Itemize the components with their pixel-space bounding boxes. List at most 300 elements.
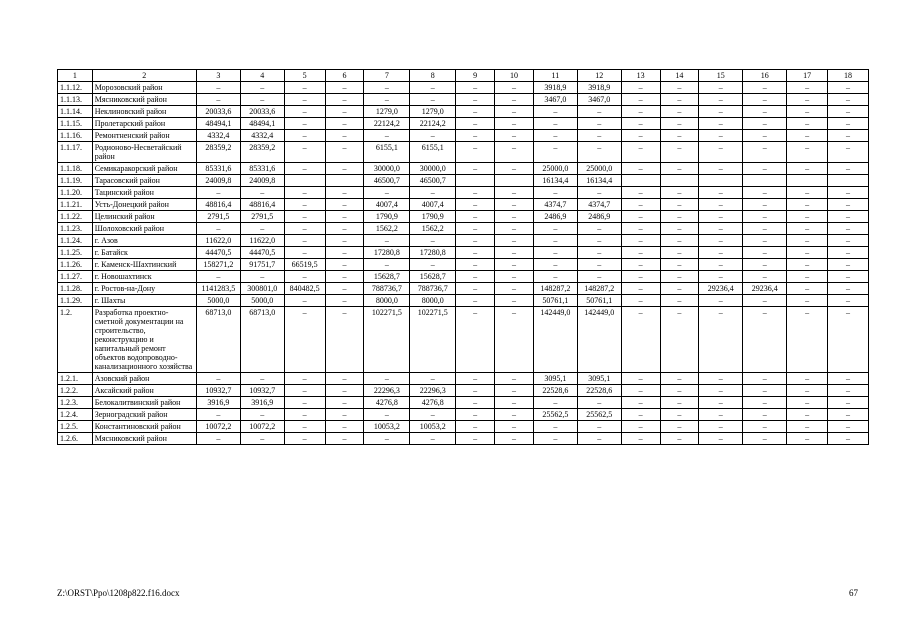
value-cell xyxy=(660,175,699,187)
table-row xyxy=(58,163,869,175)
value-cell: – xyxy=(787,199,828,211)
value-cell: – xyxy=(533,433,577,445)
value-cell: 10072,2 xyxy=(196,421,240,433)
value-cell: – xyxy=(495,409,534,421)
value-cell: – xyxy=(456,421,495,433)
value-cell: – xyxy=(240,373,284,385)
value-cell: 48494,1 xyxy=(240,118,284,130)
value-cell: 50761,1 xyxy=(533,295,577,307)
value-cell: – xyxy=(533,130,577,142)
row-name-cell: Мясниковский район xyxy=(92,433,196,445)
value-cell: 788736,7 xyxy=(410,283,456,295)
row-code-cell: 1.1.12. xyxy=(58,82,93,94)
value-cell: – xyxy=(699,307,743,373)
value-cell: – xyxy=(787,106,828,118)
value-cell: – xyxy=(743,142,787,163)
value-cell: – xyxy=(743,259,787,271)
value-cell: – xyxy=(456,409,495,421)
value-cell: – xyxy=(495,94,534,106)
value-cell: – xyxy=(410,187,456,199)
value-cell: – xyxy=(284,247,325,259)
value-cell xyxy=(495,175,534,187)
value-cell: – xyxy=(787,385,828,397)
table-row xyxy=(58,106,869,118)
value-cell: – xyxy=(699,409,743,421)
value-cell: – xyxy=(364,187,410,199)
value-cell: – xyxy=(787,283,828,295)
row-name-cell: Аксайский район xyxy=(92,385,196,397)
row-code-cell: 1.1.20. xyxy=(58,187,93,199)
value-cell: – xyxy=(577,106,621,118)
row-name-cell: Зерноградский район xyxy=(92,409,196,421)
value-cell: – xyxy=(660,271,699,283)
value-cell: – xyxy=(827,223,868,235)
value-cell: – xyxy=(660,82,699,94)
value-cell: – xyxy=(325,373,364,385)
value-cell: 3095,1 xyxy=(533,373,577,385)
value-cell: – xyxy=(495,106,534,118)
value-cell: – xyxy=(456,187,495,199)
value-cell: – xyxy=(660,235,699,247)
row-name-cell: Разработка проектно-сметной документации на строительство, реконструкцию и капитальный ремонт объектов водопроводно-канализационного хозяйства xyxy=(92,307,196,373)
value-cell: – xyxy=(284,373,325,385)
value-cell: – xyxy=(495,295,534,307)
value-cell: 17280,8 xyxy=(410,247,456,259)
value-cell: – xyxy=(495,259,534,271)
row-name-cell: г. Азов xyxy=(92,235,196,247)
value-cell: 142449,0 xyxy=(577,307,621,373)
value-cell: – xyxy=(787,163,828,175)
value-cell: 5000,0 xyxy=(196,295,240,307)
value-cell: 3467,0 xyxy=(533,94,577,106)
value-cell: – xyxy=(787,211,828,223)
value-cell: – xyxy=(456,373,495,385)
value-cell: – xyxy=(196,94,240,106)
value-cell: – xyxy=(621,307,660,373)
table-row xyxy=(58,223,869,235)
value-cell: 46500,7 xyxy=(364,175,410,187)
value-cell: – xyxy=(456,283,495,295)
value-cell: – xyxy=(827,118,868,130)
value-cell: 22124,2 xyxy=(410,118,456,130)
value-cell: – xyxy=(325,187,364,199)
table-row xyxy=(58,433,869,445)
value-cell: 22528,6 xyxy=(533,385,577,397)
value-cell: – xyxy=(699,385,743,397)
value-cell: – xyxy=(325,82,364,94)
value-cell: 3916,9 xyxy=(196,397,240,409)
value-cell: – xyxy=(787,421,828,433)
row-code-cell: 1.1.22. xyxy=(58,211,93,223)
value-cell: – xyxy=(660,397,699,409)
value-cell: – xyxy=(364,259,410,271)
value-cell: – xyxy=(284,397,325,409)
value-cell: 10053,2 xyxy=(410,421,456,433)
value-cell: 1562,2 xyxy=(410,223,456,235)
value-cell: – xyxy=(577,223,621,235)
value-cell: – xyxy=(495,118,534,130)
value-cell: – xyxy=(621,421,660,433)
value-cell: 2486,9 xyxy=(577,211,621,223)
value-cell: – xyxy=(699,373,743,385)
value-cell: – xyxy=(621,94,660,106)
value-cell: 50761,1 xyxy=(577,295,621,307)
table-header-row xyxy=(58,70,869,82)
value-cell: – xyxy=(495,211,534,223)
value-cell: – xyxy=(827,211,868,223)
header-cell: 18 xyxy=(827,70,868,82)
value-cell: – xyxy=(660,409,699,421)
value-cell: 1790,9 xyxy=(364,211,410,223)
value-cell: – xyxy=(699,118,743,130)
value-cell: – xyxy=(364,373,410,385)
header-cell: 12 xyxy=(577,70,621,82)
value-cell: – xyxy=(787,94,828,106)
row-name-cell: Мясниковский район xyxy=(92,94,196,106)
value-cell: – xyxy=(787,271,828,283)
value-cell: – xyxy=(196,187,240,199)
value-cell: – xyxy=(827,409,868,421)
value-cell: – xyxy=(456,199,495,211)
value-cell: – xyxy=(410,82,456,94)
value-cell: 30000,0 xyxy=(364,163,410,175)
value-cell: – xyxy=(364,433,410,445)
value-cell: – xyxy=(533,142,577,163)
header-cell: 8 xyxy=(410,70,456,82)
value-cell: – xyxy=(660,199,699,211)
value-cell: – xyxy=(456,307,495,373)
value-cell: – xyxy=(699,187,743,199)
value-cell: – xyxy=(495,223,534,235)
value-cell: – xyxy=(827,283,868,295)
value-cell: 46500,7 xyxy=(410,175,456,187)
value-cell: – xyxy=(621,433,660,445)
value-cell: – xyxy=(240,187,284,199)
value-cell: – xyxy=(325,409,364,421)
value-cell: – xyxy=(787,130,828,142)
value-cell: 10053,2 xyxy=(364,421,410,433)
row-code-cell: 1.1.27. xyxy=(58,271,93,283)
table-row xyxy=(58,118,869,130)
value-cell: – xyxy=(364,409,410,421)
value-cell: – xyxy=(743,271,787,283)
row-code-cell: 1.1.14. xyxy=(58,106,93,118)
value-cell: – xyxy=(533,271,577,283)
value-cell: – xyxy=(787,295,828,307)
value-cell: 3918,9 xyxy=(533,82,577,94)
value-cell: – xyxy=(325,421,364,433)
value-cell: – xyxy=(456,247,495,259)
value-cell: – xyxy=(325,94,364,106)
value-cell: – xyxy=(284,271,325,283)
value-cell: – xyxy=(325,259,364,271)
value-cell: – xyxy=(660,295,699,307)
row-code-cell: 1.1.19. xyxy=(58,175,93,187)
header-cell: 17 xyxy=(787,70,828,82)
value-cell: – xyxy=(325,247,364,259)
value-cell: – xyxy=(621,295,660,307)
row-name-cell: г. Новошахтинск xyxy=(92,271,196,283)
value-cell: 20033,6 xyxy=(196,106,240,118)
table-row xyxy=(58,175,869,187)
value-cell: – xyxy=(495,307,534,373)
value-cell: – xyxy=(533,106,577,118)
value-cell: 48494,1 xyxy=(196,118,240,130)
value-cell: 68713,0 xyxy=(196,307,240,373)
value-cell: 48816,4 xyxy=(240,199,284,211)
value-cell: – xyxy=(699,199,743,211)
table-row xyxy=(58,130,869,142)
value-cell: – xyxy=(787,397,828,409)
value-cell: – xyxy=(495,199,534,211)
value-cell: – xyxy=(699,106,743,118)
value-cell: – xyxy=(196,223,240,235)
value-cell: – xyxy=(660,385,699,397)
value-cell: – xyxy=(533,259,577,271)
value-cell: – xyxy=(577,130,621,142)
row-name-cell: Целинский район xyxy=(92,211,196,223)
value-cell: – xyxy=(456,142,495,163)
value-cell: – xyxy=(743,94,787,106)
value-cell: – xyxy=(533,247,577,259)
value-cell: – xyxy=(196,271,240,283)
value-cell: 44470,5 xyxy=(196,247,240,259)
value-cell: – xyxy=(787,82,828,94)
header-cell: 7 xyxy=(364,70,410,82)
header-cell: 15 xyxy=(699,70,743,82)
value-cell: – xyxy=(743,211,787,223)
value-cell: – xyxy=(827,259,868,271)
value-cell: – xyxy=(743,433,787,445)
value-cell: – xyxy=(621,397,660,409)
value-cell: – xyxy=(325,130,364,142)
value-cell: 16134,4 xyxy=(577,175,621,187)
table-row xyxy=(58,409,869,421)
value-cell: – xyxy=(495,283,534,295)
value-cell: – xyxy=(495,247,534,259)
value-cell: – xyxy=(325,211,364,223)
value-cell: 20033,6 xyxy=(240,106,284,118)
value-cell: – xyxy=(495,130,534,142)
value-cell: – xyxy=(533,223,577,235)
value-cell: – xyxy=(621,118,660,130)
table-row xyxy=(58,307,869,373)
value-cell: 2486,9 xyxy=(533,211,577,223)
value-cell: – xyxy=(410,433,456,445)
value-cell: – xyxy=(577,187,621,199)
value-cell: – xyxy=(410,373,456,385)
value-cell: 91751,7 xyxy=(240,259,284,271)
value-cell: – xyxy=(787,118,828,130)
value-cell: 25000,0 xyxy=(577,163,621,175)
value-cell: 102271,5 xyxy=(364,307,410,373)
row-name-cell: Пролетарский район xyxy=(92,118,196,130)
value-cell: – xyxy=(456,223,495,235)
value-cell: – xyxy=(196,82,240,94)
value-cell: – xyxy=(456,163,495,175)
value-cell: – xyxy=(577,421,621,433)
value-cell: – xyxy=(364,82,410,94)
value-cell: – xyxy=(240,223,284,235)
header-cell: 11 xyxy=(533,70,577,82)
row-code-cell: 1.2.3. xyxy=(58,397,93,409)
value-cell: – xyxy=(699,130,743,142)
row-code-cell: 1.1.29. xyxy=(58,295,93,307)
value-cell: – xyxy=(577,118,621,130)
value-cell: 148287,2 xyxy=(577,283,621,295)
value-cell: – xyxy=(284,130,325,142)
value-cell: – xyxy=(495,271,534,283)
row-name-cell: Тацинский район xyxy=(92,187,196,199)
value-cell: – xyxy=(577,397,621,409)
budget-table xyxy=(57,69,869,445)
value-cell: – xyxy=(495,163,534,175)
value-cell: – xyxy=(533,187,577,199)
value-cell: – xyxy=(495,82,534,94)
row-name-cell: Неклиновский район xyxy=(92,106,196,118)
value-cell: – xyxy=(699,94,743,106)
value-cell: – xyxy=(325,118,364,130)
value-cell: – xyxy=(827,295,868,307)
value-cell: – xyxy=(456,295,495,307)
value-cell: – xyxy=(456,211,495,223)
value-cell: – xyxy=(787,142,828,163)
value-cell: – xyxy=(621,373,660,385)
value-cell: – xyxy=(284,295,325,307)
value-cell: 30000,0 xyxy=(410,163,456,175)
value-cell: – xyxy=(364,94,410,106)
row-name-cell: г. Ростов-на-Дону xyxy=(92,283,196,295)
row-code-cell: 1.1.24. xyxy=(58,235,93,247)
value-cell: – xyxy=(787,223,828,235)
value-cell: – xyxy=(284,385,325,397)
value-cell: 66519,5 xyxy=(284,259,325,271)
value-cell: – xyxy=(699,259,743,271)
value-cell: – xyxy=(660,223,699,235)
value-cell: 8000,0 xyxy=(364,295,410,307)
row-code-cell: 1.2.5. xyxy=(58,421,93,433)
value-cell: 11622,0 xyxy=(240,235,284,247)
value-cell: – xyxy=(743,223,787,235)
value-cell: 24009,8 xyxy=(240,175,284,187)
value-cell: 4374,7 xyxy=(577,199,621,211)
value-cell: – xyxy=(743,187,787,199)
value-cell xyxy=(284,175,325,187)
header-cell: 6 xyxy=(325,70,364,82)
header-cell: 1 xyxy=(58,70,93,82)
row-code-cell: 1.1.16. xyxy=(58,130,93,142)
value-cell: – xyxy=(456,106,495,118)
value-cell: – xyxy=(577,271,621,283)
value-cell: – xyxy=(743,82,787,94)
value-cell: – xyxy=(284,211,325,223)
value-cell: – xyxy=(743,421,787,433)
value-cell: – xyxy=(325,433,364,445)
value-cell: – xyxy=(495,373,534,385)
value-cell: – xyxy=(284,187,325,199)
value-cell: 4276,8 xyxy=(410,397,456,409)
value-cell: – xyxy=(577,142,621,163)
value-cell: – xyxy=(827,163,868,175)
value-cell: – xyxy=(284,118,325,130)
header-cell: 3 xyxy=(196,70,240,82)
value-cell: – xyxy=(577,433,621,445)
value-cell: 28359,2 xyxy=(240,142,284,163)
value-cell: – xyxy=(410,409,456,421)
value-cell: – xyxy=(577,235,621,247)
value-cell: 25562,5 xyxy=(577,409,621,421)
value-cell: – xyxy=(410,94,456,106)
value-cell: – xyxy=(621,163,660,175)
value-cell: – xyxy=(284,409,325,421)
value-cell: – xyxy=(743,118,787,130)
value-cell: – xyxy=(325,385,364,397)
row-name-cell: Морозовский район xyxy=(92,82,196,94)
value-cell: – xyxy=(284,433,325,445)
value-cell xyxy=(787,175,828,187)
value-cell: – xyxy=(495,397,534,409)
table-row xyxy=(58,397,869,409)
value-cell: – xyxy=(325,295,364,307)
value-cell: – xyxy=(743,385,787,397)
value-cell: – xyxy=(325,142,364,163)
row-name-cell: Ремонтненский район xyxy=(92,130,196,142)
value-cell: – xyxy=(621,247,660,259)
value-cell xyxy=(827,175,868,187)
value-cell: 1279,0 xyxy=(364,106,410,118)
row-code-cell: 1.1.21. xyxy=(58,199,93,211)
value-cell: – xyxy=(743,247,787,259)
header-cell: 14 xyxy=(660,70,699,82)
value-cell: 29236,4 xyxy=(743,283,787,295)
header-cell: 5 xyxy=(284,70,325,82)
value-cell: 4276,8 xyxy=(364,397,410,409)
row-name-cell: Константиновский район xyxy=(92,421,196,433)
table-row xyxy=(58,385,869,397)
value-cell: 2791,5 xyxy=(196,211,240,223)
value-cell: – xyxy=(325,199,364,211)
value-cell: – xyxy=(533,397,577,409)
value-cell: – xyxy=(284,142,325,163)
value-cell: 85331,6 xyxy=(240,163,284,175)
value-cell: 6155,1 xyxy=(410,142,456,163)
value-cell: – xyxy=(284,199,325,211)
value-cell: 22528,6 xyxy=(577,385,621,397)
value-cell: – xyxy=(827,142,868,163)
table-row xyxy=(58,82,869,94)
table-row xyxy=(58,94,869,106)
value-cell: 102271,5 xyxy=(410,307,456,373)
value-cell: – xyxy=(325,283,364,295)
value-cell: – xyxy=(325,163,364,175)
value-cell: – xyxy=(240,271,284,283)
row-code-cell: 1.2.4. xyxy=(58,409,93,421)
table-row xyxy=(58,421,869,433)
value-cell: – xyxy=(827,235,868,247)
value-cell: – xyxy=(743,307,787,373)
value-cell: – xyxy=(827,433,868,445)
table-row xyxy=(58,187,869,199)
value-cell: – xyxy=(410,130,456,142)
value-cell: 3095,1 xyxy=(577,373,621,385)
value-cell: – xyxy=(325,307,364,373)
value-cell: – xyxy=(827,247,868,259)
value-cell: – xyxy=(533,118,577,130)
value-cell: – xyxy=(827,373,868,385)
value-cell: – xyxy=(660,130,699,142)
value-cell: – xyxy=(827,397,868,409)
value-cell: 840482,5 xyxy=(284,283,325,295)
